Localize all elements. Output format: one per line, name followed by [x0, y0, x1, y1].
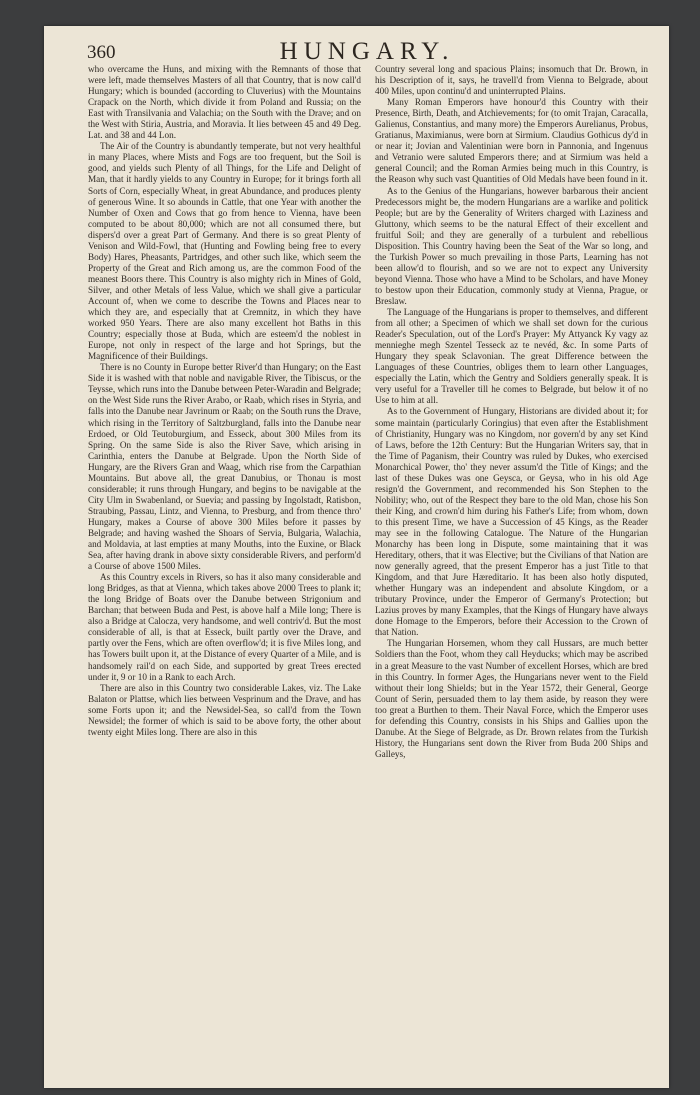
paragraph: As to the Genius of the Hungarians, however barbarous their ancient Predecessors might be, the modern Hungarians are a warlike and politick People; but are by the Generality of Writers charged with Laziness and Gluttony, which seems to be the natural Effect of their excellent and fruitful Soil; and they are generally of a turbulent and rebellious Disposition. This Country having been the Seat of the War so long, and the Turkish Power so much prevailing in those Parts, Learning has not been allow'd to flourish, and so we are not to expect any University beyond Vienna. Those who have a Mind to be Scholars, and have Money to bestow upon their Education, commonly study at Vienna, Prague, or Breslaw. [375, 185, 648, 306]
paragraph: Many Roman Emperors have honour'd this Country with their Presence, Birth, Death, and Atchievements; for (to omit Trajan, Caracalla, Galienus, Constantius, and many more) the Emperors Aurelianus, Probus, Gratianus, Maximianus, were born at Sirmium. Claudius Gothicus dy'd in or near it; Jovian and Valentinian were born in Pannonia, and Ingenuus and Vetranio were saluted Emperors there; and at Sirmium was held a general Council; and the Roman Armies being much in this Country, is the Reason why such vast Quantities of Old Medals have been found in it. [375, 97, 648, 185]
paragraph: There is no County in Europe better River'd than Hungary; on the East Side it is washed with that noble and navigable River, the Tibiscus, or the Teysse, which runs into the Danube between Peter-Waradin and Belgrade; on the West Side runs the River Arabo, or Raab, which rises in Styria, and falls into the Danube near Javrinum or Raab; on the South runs the Drave, which rising in the Territory of Saltzburgland, falls into the Danube near Erdoed, or Old Teutoburgium, and Esseck, about 300 Miles from its Spring. On the same Side is also the River Save, which arising in Carinthia, enters the Danube at Belgrade. Upon the North Side of Hungary, are the Rivers Gran and Waag, which rise from the Carpathian Mountains. But above all, the great Danubius, or Thonau is most considerable; it runs through Hungary, and begins to be navigable at the City Ulm in Swabenland, or Suevia; and passing by Ingolstadt, Ratisbon, Straubing, Passau, Lintz, and Vienna, to Presburg, and from thence thro' Hungary, makes a Course of above 300 Miles before it passes by Belgrade; and having washed the Shoars of Servia, Bulgaria, Walachia, and Moldavia, at last empties at many Mouths, into the Euxine, or Black Sea, after having drank in above sixty considerable Rivers, and perform'd a Course of above 1500 Miles. [88, 362, 361, 572]
page-number: 360 [87, 42, 116, 63]
paragraph: The Air of the Country is abundantly temperate, but not very healthful in many Places, where Mists and Fogs are too frequent, but the Soil is good, and yields such Plenty of all Things, for the Life and Delight of Man, that it hardly yields to any Country in Europe; for it brings forth all Sorts of Corn, especially Wheat, in great Abundance, and produces plenty of generous Wine. It so abounds in Cattle, that one Year with another the Number of Oxen and Cows that go from hence to Vienna, have been computed to be about 80,000; which are not all consumed there, but dispers'd over a great Part of Germany. And there is so great Plenty of Venison and Wild-Fowl, that (Hunting and Fowling being free to every Body) Hares, Pheasants, Partridges, and other such like, which seem the Property of the Great and Rich among us, are the common Food of the meanest Boors there. This Country is also mighty rich in Mines of Gold, Silver, and other Metals of less Value, which we shall give a particular Account of, when we come to describe the Towns and Places near to which they are, and especially that at Cremnitz, in which they have worked 950 Years. There are also many excellent hot Baths in this Country; especially those at Buda, which are esteem'd the noblest in Europe, not only in respect of the large and hot Springs, but the Magnificence of their Buildings. [88, 141, 361, 362]
right-column [375, 64, 648, 994]
left-column [88, 64, 361, 994]
paragraph: The Language of the Hungarians is proper to themselves, and different from all other; a Specimen of which we shall set down for the curious Reader's Speculation, out of the Lord's Prayer: My Attyanck Ky vagy az mennieghe megh Szentel Tesseck az te nevéd, &c. In some Parts of Hungary they speak Sclavonian. The great Difference between the Languages of these Countries, obliges them to learn other Languages, especially the Latin, which the Gentry and Soldiers generally speak. It is very useful for a Traveller till he comes to Belgrade, but below it of no Use to him at all. [375, 307, 648, 406]
paragraph: The Hungarian Horsemen, whom they call Hussars, are much better Soldiers than the Foot, whom they call Heyducks; which may be ascribed in a great Measure to the vast Number of excellent Horses, which are bred in this Country. In former Ages, the Hungarians never went to the Field without their long Shields; but in the Year 1572, their General, George Count of Serin, persuaded them to lay them aside, by reason they were too great a Burthen to them. Their Naval Force, which the Emperor uses for defending this Country, consists in his Ships and Gallies upon the Danube. At the Siege of Belgrade, as Dr. Brown relates from the Turkish History, the Hungarians sent down the River from Buda 200 Ships and Galleys, [375, 638, 648, 759]
page-title: HUNGARY. [279, 38, 455, 65]
paragraph: who overcame the Huns, and mixing with the Remnants of those that were left, made themselves Masters of all that Country, that is now call'd Hungary; which is bounded (according to Cluverius) with the Mountains Crapack on the North, which divide it from Poland and Russia; on the East with Transilvania and Valachia; on the South with the Drave; and on the West with Stiria, Austria, and Moravia. It lies between 45 and 49 Deg. Lat. and 38 and 44 Lon. [88, 64, 361, 141]
paragraph: Country several long and spacious Plains; insomuch that Dr. Brown, in his Description of it, says, he travell'd from Vienna to Belgrade, about 400 Miles, upon continu'd and uninterrupted Plains. [375, 64, 648, 97]
paragraph: As to the Government of Hungary, Historians are divided about it; for some maintain (particularly Coringius) that even after the Establishment of Christianity, Hungary was no Kingdom, nor govern'd by any set Kind of Laws, before the 12th Century: But the Hungarian Writers say, that in the Time of Paganism, their Country was ruled by Dukes, who exercised Monarchical Power, tho' they never assum'd the Title of Kings; and the last of these Dukes was one Geysca, or Geysa, who in his old Age resign'd the Government, and recommended his Son Stephen to the Nobility; who, out of the Respect they bare to the old Man, chose his Son their King, and crown'd him during his Father's Life; from whom, down to this present Time, we have a Succession of 45 Kings, as the Reader may see in the following Catalogue. The Nature of the Hungarian Monarchy has been long in Dispute, some maintaining that it was Hereditary, others, that it was Elective; but the Civilians of that Nation are now generally agreed, that the present Emperor has a just Title to that Kingdom, and that Jure Hæreditario. It has been also hotly disputed, whether Hungary was an independent and absolute Kingdom, or a tributary Province, under the Emperor of Germany's Protection; but Lazius proves by many Examples, that the Kings of Hungary have always done Homage to the Emperors, before their Accession to the Crown of that Nation. [375, 406, 648, 638]
text-columns [88, 64, 648, 994]
paragraph: There are also in this Country two considerable Lakes, viz. The Lake Balaton or Plattse, which lies between Vesprinum and the Drave, and has some Forts upon it; and the Newsidel-Sea, so call'd from the Town Newsidel; the former of which is said to be above forty, the other about twenty eight Miles long. There are also in this [88, 682, 361, 737]
paragraph: As this Country excels in Rivers, so has it also many considerable and long Bridges, as that at Vienna, which takes above 2000 Trees to plank it; the long Bridge of Boats over the Danube between Strigonium and Barchan; that between Buda and Pest, is above half a Mile long; There is also a Bridge at Calocza, very handsome, and well contriv'd. But the most considerable of all, is that at Esseck, built partly over the Drave, and partly over the Fens, which are often overflow'd; it is five Miles long, and has Towers built upon it, at the Distance of every Quarter of a Mile, and is handsomely rail'd on each Side, and supported by great Trees erected under it, 9 or 10 in a Rank to each Arch. [88, 572, 361, 682]
